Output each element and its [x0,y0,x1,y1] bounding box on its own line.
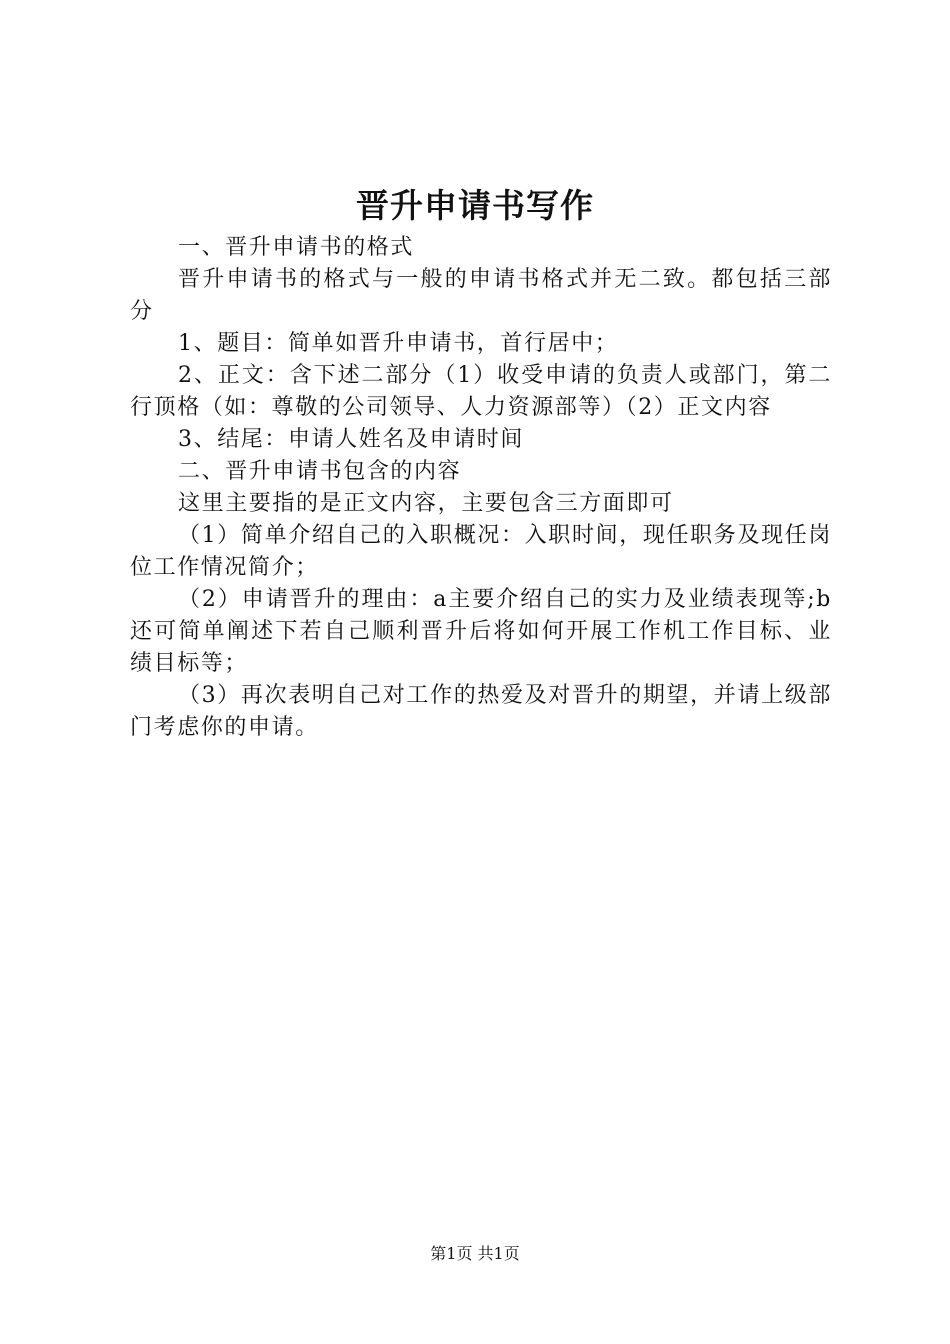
paragraph-content-item-1: （1）简单介绍自己的入职概况：入职时间，现任职务及现任岗位工作情况简介； [130,523,832,580]
paragraph-content-item-3: （3）再次表明自己对工作的热爱及对晋升的期望，并请上级部门考虑你的申请。 [130,683,832,740]
paragraph-format-intro: 晋升申请书的格式与一般的申请书格式并无二致。都包括三部分 [130,267,832,324]
paragraph-content-item-2: （2）申请晋升的理由：a主要介绍自己的实力及业绩表现等;b还可简单阐述下若自己顺利晋升后将如何开展工作机工作目标、业绩目标等； [130,587,832,676]
document-body [130,232,832,744]
paragraph-format-item-2: 2、正文：含下述二部分（1）收受申请的负责人或部门，第二行顶格（如：尊敬的公司领导、人力资源部等）（2）正文内容 [130,363,832,420]
document-title: 晋升申请书写作 [356,186,594,225]
paragraph-section-1-heading: 一、晋升申请书的格式 [178,235,415,260]
page-footer: 第1页 共1页 [430,1244,520,1263]
paragraph-section-2-heading: 二、晋升申请书包含的内容 [178,459,462,484]
paragraph-content-intro: 这里主要指的是正文内容，主要包含三方面即可 [178,491,674,516]
paragraph-format-item-3: 3、结尾：申请人姓名及申请时间 [178,427,524,452]
paragraph-format-item-1: 1、题目：简单如晋升申请书，首行居中； [178,331,619,356]
